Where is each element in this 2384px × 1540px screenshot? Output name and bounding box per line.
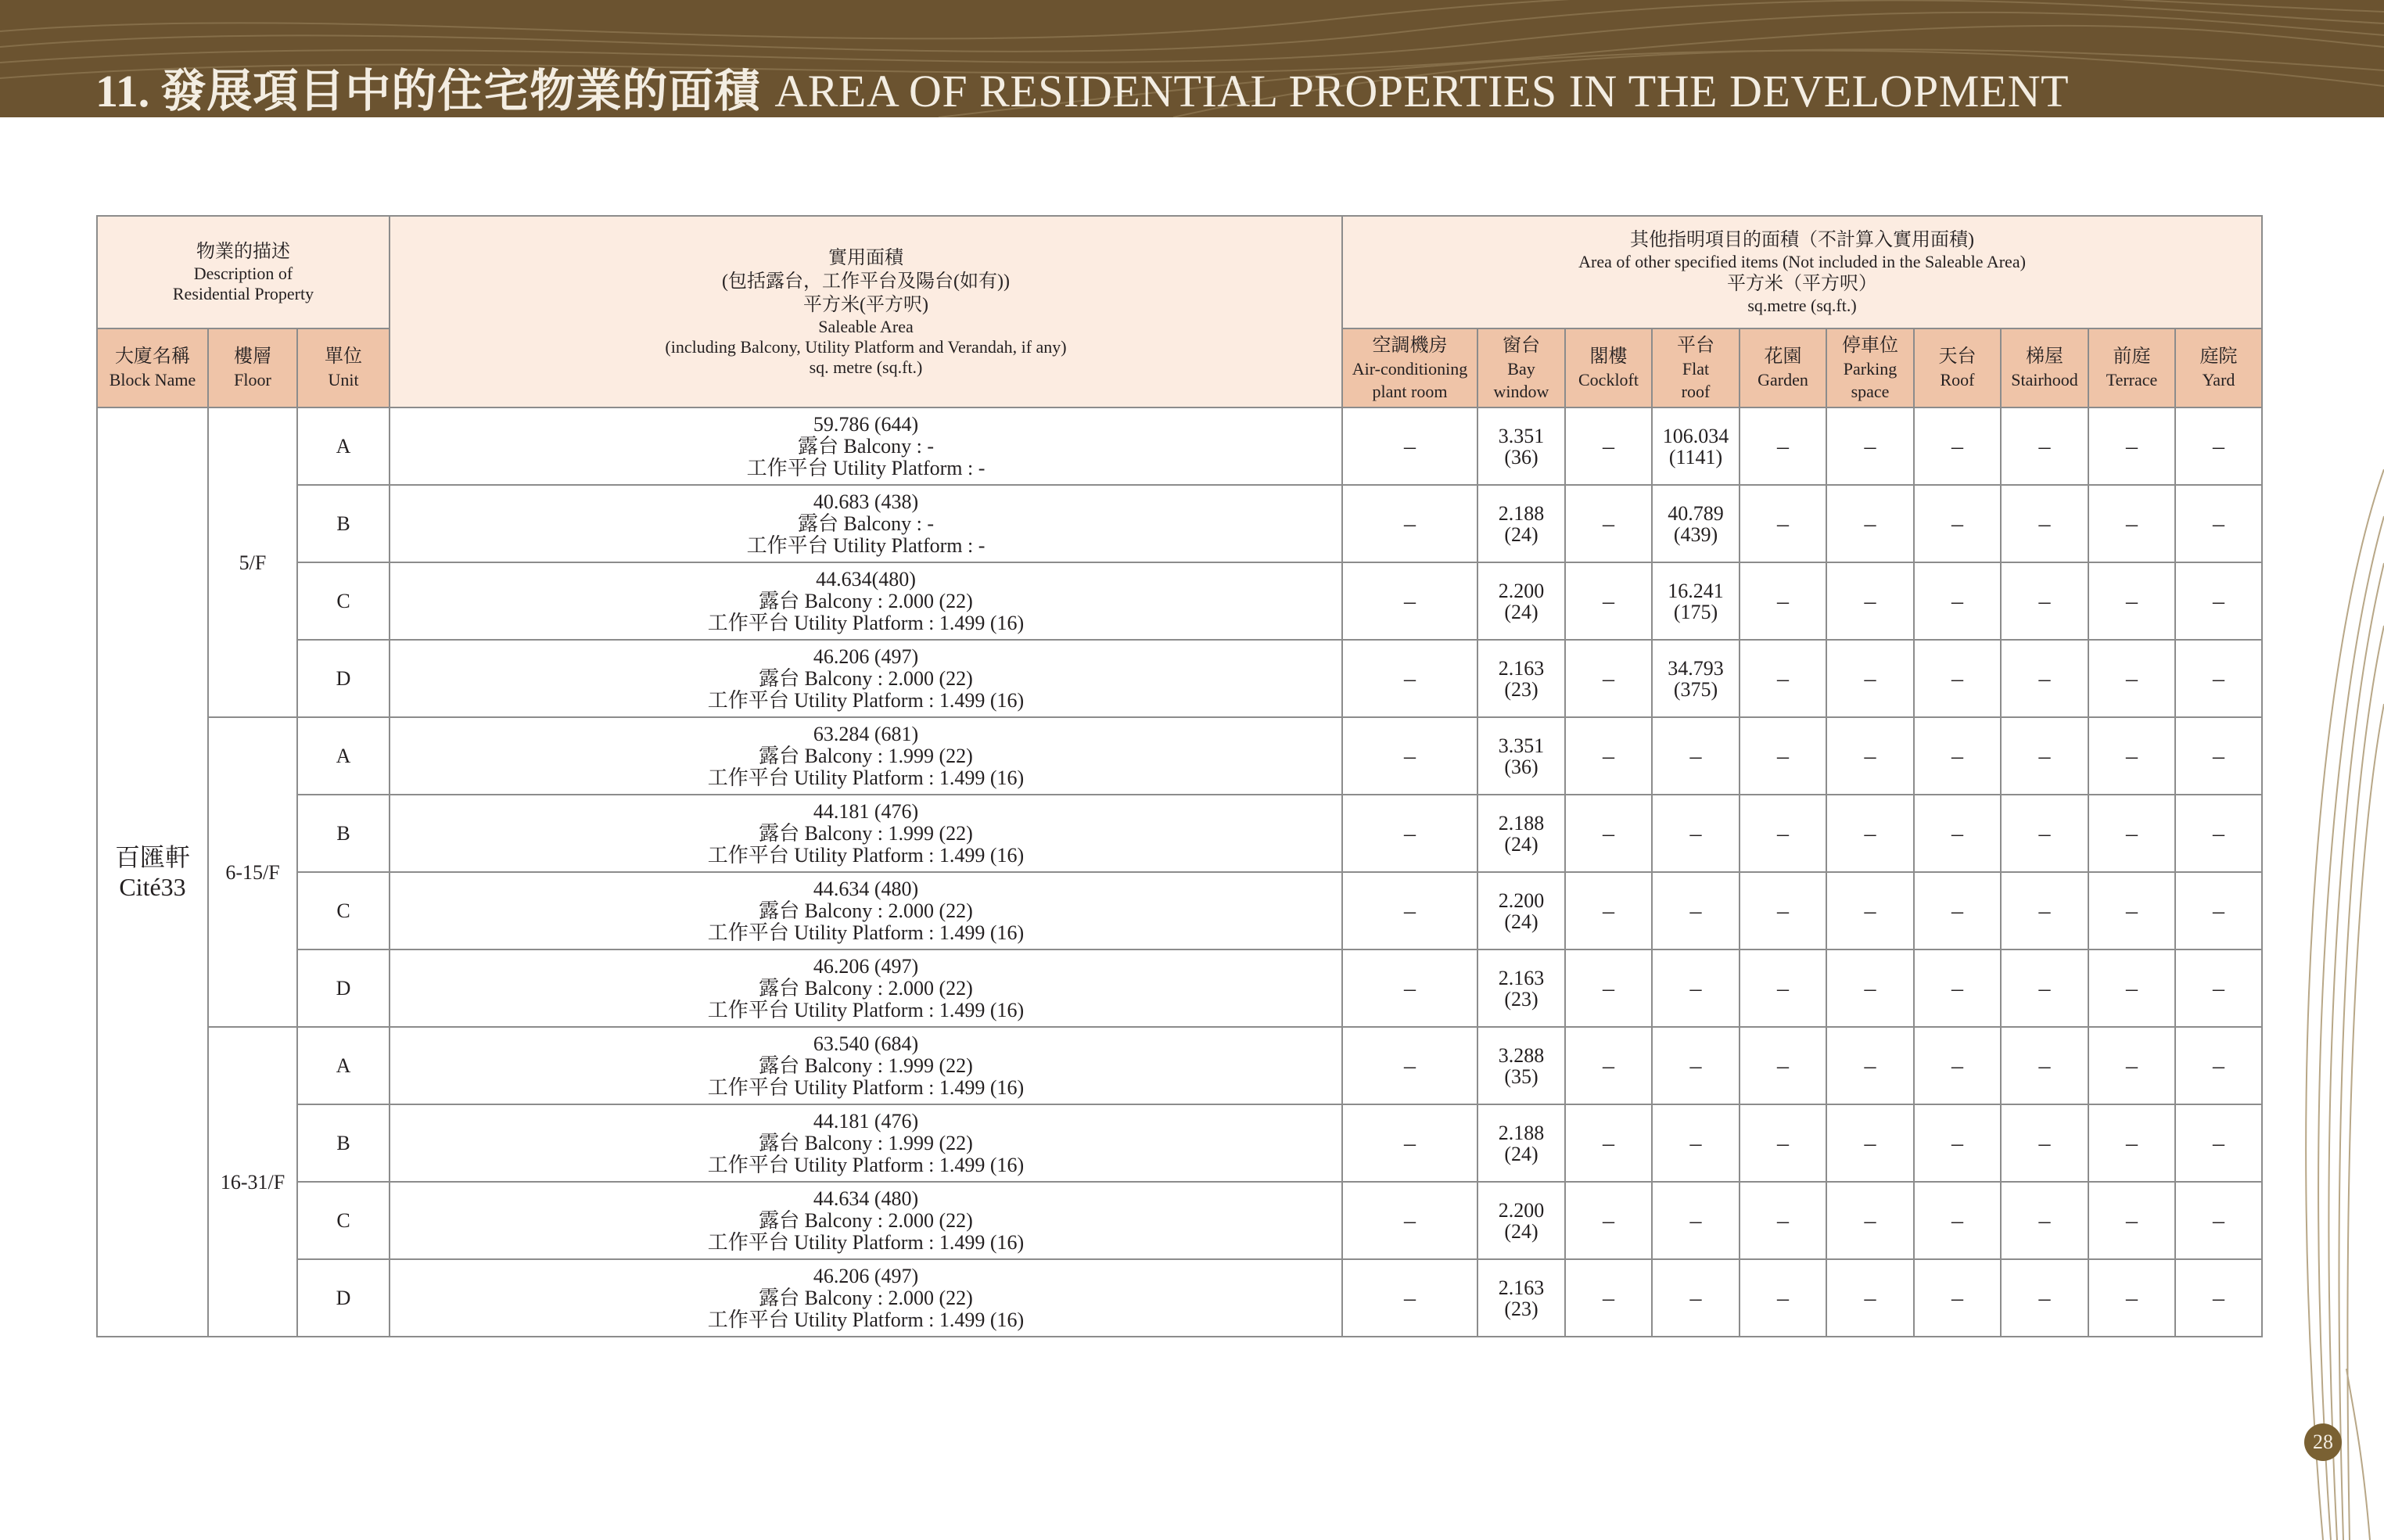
- empty-dash-cell: –: [1565, 640, 1652, 717]
- saleable-area-cell: 44.634 (480) 露台 Balcony : 2.000 (22) 工作平台 Utility Platform : 1.499 (16): [390, 872, 1342, 949]
- title-chinese: 發展項目中的住宅物業的面積: [160, 66, 761, 117]
- empty-dash-cell: –: [1826, 1259, 1914, 1337]
- item-header-2: 閣樓 Cockloft: [1565, 328, 1652, 407]
- empty-dash-cell: –: [1342, 717, 1477, 795]
- table-row: [97, 1104, 2262, 1182]
- saleable-area-cell: 46.206 (497) 露台 Balcony : 2.000 (22) 工作平台 Utility Platform : 1.499 (16): [390, 949, 1342, 1027]
- section-number: 11.: [95, 66, 150, 117]
- empty-dash-cell: –: [2001, 485, 2088, 562]
- saleable-area-cell: 59.786 (644) 露台 Balcony : - 工作平台 Utility Platform : -: [390, 407, 1342, 485]
- table-row: [97, 1182, 2262, 1259]
- bay-window-cell: 2.188 (24): [1477, 485, 1565, 562]
- empty-dash-cell: –: [1826, 1104, 1914, 1182]
- empty-dash-cell: –: [2001, 795, 2088, 872]
- block-name-header: 大廈名稱 Block Name: [97, 328, 208, 407]
- unit-cell: C: [297, 872, 390, 949]
- item-header-4: 花園 Garden: [1740, 328, 1826, 407]
- item-header-0: 空調機房 Air-conditioning plant room: [1342, 328, 1477, 407]
- empty-dash-cell: –: [2001, 949, 2088, 1027]
- empty-dash-cell: –: [2175, 1259, 2262, 1337]
- empty-dash-cell: –: [2001, 562, 2088, 640]
- empty-dash-cell: –: [1826, 1182, 1914, 1259]
- empty-dash-cell: –: [2088, 949, 2175, 1027]
- empty-dash-cell: –: [2088, 562, 2175, 640]
- empty-dash-cell: –: [1565, 1182, 1652, 1259]
- empty-dash-cell: –: [2088, 795, 2175, 872]
- saleable-area-cell: 44.181 (476) 露台 Balcony : 1.999 (22) 工作平台 Utility Platform : 1.499 (16): [390, 1104, 1342, 1182]
- empty-dash-cell: –: [1740, 640, 1826, 717]
- table-row: [97, 407, 2262, 485]
- empty-dash-cell: –: [2088, 717, 2175, 795]
- empty-dash-cell: –: [1826, 1027, 1914, 1104]
- flat-roof-cell: 16.241 (175): [1652, 562, 1740, 640]
- table-row: [97, 562, 2262, 640]
- empty-dash-cell: –: [1740, 1259, 1826, 1337]
- table-row: [97, 795, 2262, 872]
- floor-cell: 16-31/F: [208, 1027, 297, 1337]
- bay-window-cell: 2.188 (24): [1477, 795, 1565, 872]
- unit-cell: B: [297, 485, 390, 562]
- empty-dash-cell: –: [1740, 949, 1826, 1027]
- empty-dash-cell: –: [1565, 1104, 1652, 1182]
- empty-dash-cell: –: [1914, 1259, 2001, 1337]
- saleable-area-cell: 44.634 (480) 露台 Balcony : 2.000 (22) 工作平台 Utility Platform : 1.499 (16): [390, 1182, 1342, 1259]
- flat-roof-cell: 40.789 (439): [1652, 485, 1740, 562]
- empty-dash-cell: –: [2001, 717, 2088, 795]
- table-row: [97, 872, 2262, 949]
- saleable-area-cell: 46.206 (497) 露台 Balcony : 2.000 (22) 工作平台 Utility Platform : 1.499 (16): [390, 640, 1342, 717]
- empty-dash-cell: –: [2088, 485, 2175, 562]
- item-header-1: 窗台 Bay window: [1477, 328, 1565, 407]
- bay-window-cell: 2.200 (24): [1477, 562, 1565, 640]
- bay-window-cell: 2.188 (24): [1477, 1104, 1565, 1182]
- saleable-area-cell: 46.206 (497) 露台 Balcony : 2.000 (22) 工作平台 Utility Platform : 1.499 (16): [390, 1259, 1342, 1337]
- bay-window-cell: 2.200 (24): [1477, 872, 1565, 949]
- empty-dash-cell: –: [2175, 562, 2262, 640]
- empty-dash-cell: –: [2175, 872, 2262, 949]
- empty-dash-cell: –: [2088, 407, 2175, 485]
- empty-dash-cell: –: [1342, 640, 1477, 717]
- empty-dash-cell: –: [1914, 872, 2001, 949]
- empty-dash-cell: –: [1652, 949, 1740, 1027]
- saleable-area-cell: 44.181 (476) 露台 Balcony : 1.999 (22) 工作平台 Utility Platform : 1.499 (16): [390, 795, 1342, 872]
- item-header-3: 平台 Flat roof: [1652, 328, 1740, 407]
- empty-dash-cell: –: [2001, 1027, 2088, 1104]
- empty-dash-cell: –: [1565, 1259, 1652, 1337]
- table-row: [97, 485, 2262, 562]
- empty-dash-cell: –: [1342, 1182, 1477, 1259]
- empty-dash-cell: –: [1342, 562, 1477, 640]
- block-name-cell: 百匯軒 Cité33: [97, 407, 208, 1337]
- empty-dash-cell: –: [2001, 1182, 2088, 1259]
- table-row: [97, 1027, 2262, 1104]
- saleable-area-cell: 44.634(480) 露台 Balcony : 2.000 (22) 工作平台 Utility Platform : 1.499 (16): [390, 562, 1342, 640]
- unit-cell: D: [297, 640, 390, 717]
- area-table: [96, 215, 2263, 1337]
- empty-dash-cell: –: [1826, 795, 1914, 872]
- empty-dash-cell: –: [1826, 640, 1914, 717]
- empty-dash-cell: –: [1740, 1104, 1826, 1182]
- bay-window-cell: 2.163 (23): [1477, 1259, 1565, 1337]
- top-banner: [0, 0, 2384, 117]
- floor-header: 樓層 Floor: [208, 328, 297, 407]
- item-header-9: 庭院 Yard: [2175, 328, 2262, 407]
- empty-dash-cell: –: [1565, 562, 1652, 640]
- empty-dash-cell: –: [1914, 949, 2001, 1027]
- empty-dash-cell: –: [1652, 872, 1740, 949]
- page-title: [95, 64, 2069, 117]
- empty-dash-cell: –: [2001, 1104, 2088, 1182]
- empty-dash-cell: –: [1652, 1182, 1740, 1259]
- empty-dash-cell: –: [1565, 717, 1652, 795]
- unit-cell: B: [297, 1104, 390, 1182]
- item-header-8: 前庭 Terrace: [2088, 328, 2175, 407]
- saleable-area-cell: 63.540 (684) 露台 Balcony : 1.999 (22) 工作平台 Utility Platform : 1.499 (16): [390, 1027, 1342, 1104]
- empty-dash-cell: –: [2175, 407, 2262, 485]
- table-row: [97, 640, 2262, 717]
- empty-dash-cell: –: [1342, 872, 1477, 949]
- empty-dash-cell: –: [2175, 485, 2262, 562]
- table-row: [97, 1259, 2262, 1337]
- empty-dash-cell: –: [1342, 1259, 1477, 1337]
- unit-cell: D: [297, 949, 390, 1027]
- empty-dash-cell: –: [2001, 407, 2088, 485]
- empty-dash-cell: –: [1652, 1027, 1740, 1104]
- empty-dash-cell: –: [2175, 640, 2262, 717]
- empty-dash-cell: –: [2088, 872, 2175, 949]
- empty-dash-cell: –: [1740, 795, 1826, 872]
- floor-cell: 5/F: [208, 407, 297, 717]
- empty-dash-cell: –: [1826, 485, 1914, 562]
- description-header: 物業的描述 Description of Residential Property: [97, 216, 390, 328]
- empty-dash-cell: –: [2175, 949, 2262, 1027]
- empty-dash-cell: –: [2088, 1104, 2175, 1182]
- empty-dash-cell: –: [1652, 795, 1740, 872]
- empty-dash-cell: –: [1914, 717, 2001, 795]
- title-english: AREA OF RESIDENTIAL PROPERTIES IN THE DEVELOPMENT: [774, 66, 2070, 117]
- empty-dash-cell: –: [2001, 640, 2088, 717]
- empty-dash-cell: –: [2175, 1182, 2262, 1259]
- empty-dash-cell: –: [2088, 1259, 2175, 1337]
- empty-dash-cell: –: [1914, 407, 2001, 485]
- flat-roof-cell: 106.034 (1141): [1652, 407, 1740, 485]
- empty-dash-cell: –: [1914, 640, 2001, 717]
- empty-dash-cell: –: [1565, 795, 1652, 872]
- empty-dash-cell: –: [1342, 1104, 1477, 1182]
- item-header-5: 停車位 Parking space: [1826, 328, 1914, 407]
- empty-dash-cell: –: [1740, 485, 1826, 562]
- empty-dash-cell: –: [1826, 717, 1914, 795]
- empty-dash-cell: –: [2175, 1027, 2262, 1104]
- decorative-curves: [2253, 469, 2384, 1540]
- empty-dash-cell: –: [1740, 1027, 1826, 1104]
- bay-window-cell: 3.351 (36): [1477, 407, 1565, 485]
- empty-dash-cell: –: [1740, 717, 1826, 795]
- empty-dash-cell: –: [1826, 872, 1914, 949]
- empty-dash-cell: –: [1740, 562, 1826, 640]
- bay-window-cell: 2.200 (24): [1477, 1182, 1565, 1259]
- saleable-area-header: 實用面積 (包括露台，工作平台及陽台(如有)) 平方米(平方呎) Saleable Area (including Balcony, Utility Platform and Verandah, if any) sq. metre (sq.ft.): [390, 216, 1342, 407]
- unit-cell: A: [297, 717, 390, 795]
- bay-window-cell: 3.351 (36): [1477, 717, 1565, 795]
- other-items-header: 其他指明項目的面積（不計算入實用面積) Area of other specified items (Not included in the Saleable Area) 平方米（平方呎） sq.metre (sq.ft.): [1342, 216, 2262, 328]
- empty-dash-cell: –: [2001, 872, 2088, 949]
- empty-dash-cell: –: [1342, 949, 1477, 1027]
- empty-dash-cell: –: [2088, 640, 2175, 717]
- empty-dash-cell: –: [1342, 485, 1477, 562]
- unit-header: 單位 Unit: [297, 328, 390, 407]
- unit-cell: C: [297, 562, 390, 640]
- empty-dash-cell: –: [1652, 717, 1740, 795]
- bay-window-cell: 2.163 (23): [1477, 640, 1565, 717]
- table-row: [97, 949, 2262, 1027]
- empty-dash-cell: –: [1826, 949, 1914, 1027]
- empty-dash-cell: –: [2175, 795, 2262, 872]
- empty-dash-cell: –: [1740, 1182, 1826, 1259]
- empty-dash-cell: –: [1342, 407, 1477, 485]
- table-row: [97, 717, 2262, 795]
- empty-dash-cell: –: [1652, 1104, 1740, 1182]
- empty-dash-cell: –: [2088, 1027, 2175, 1104]
- empty-dash-cell: –: [1826, 407, 1914, 485]
- empty-dash-cell: –: [1826, 562, 1914, 640]
- empty-dash-cell: –: [1914, 795, 2001, 872]
- saleable-area-cell: 63.284 (681) 露台 Balcony : 1.999 (22) 工作平台 Utility Platform : 1.499 (16): [390, 717, 1342, 795]
- unit-cell: A: [297, 407, 390, 485]
- flat-roof-cell: 34.793 (375): [1652, 640, 1740, 717]
- floor-cell: 6-15/F: [208, 717, 297, 1027]
- empty-dash-cell: –: [2175, 717, 2262, 795]
- saleable-area-cell: 40.683 (438) 露台 Balcony : - 工作平台 Utility Platform : -: [390, 485, 1342, 562]
- empty-dash-cell: –: [1914, 1027, 2001, 1104]
- empty-dash-cell: –: [1565, 1027, 1652, 1104]
- empty-dash-cell: –: [1740, 407, 1826, 485]
- empty-dash-cell: –: [1565, 407, 1652, 485]
- bay-window-cell: 3.288 (35): [1477, 1027, 1565, 1104]
- empty-dash-cell: –: [1565, 872, 1652, 949]
- item-header-6: 天台 Roof: [1914, 328, 2001, 407]
- empty-dash-cell: –: [1565, 485, 1652, 562]
- unit-cell: B: [297, 795, 390, 872]
- empty-dash-cell: –: [1914, 485, 2001, 562]
- empty-dash-cell: –: [1342, 795, 1477, 872]
- empty-dash-cell: –: [1914, 1182, 2001, 1259]
- item-header-7: 梯屋 Stairhood: [2001, 328, 2088, 407]
- page-number-badge: 28: [2304, 1423, 2342, 1461]
- empty-dash-cell: –: [1342, 1027, 1477, 1104]
- empty-dash-cell: –: [2001, 1259, 2088, 1337]
- empty-dash-cell: –: [2088, 1182, 2175, 1259]
- bay-window-cell: 2.163 (23): [1477, 949, 1565, 1027]
- empty-dash-cell: –: [1914, 562, 2001, 640]
- empty-dash-cell: –: [1565, 949, 1652, 1027]
- unit-cell: A: [297, 1027, 390, 1104]
- unit-cell: D: [297, 1259, 390, 1337]
- empty-dash-cell: –: [1914, 1104, 2001, 1182]
- empty-dash-cell: –: [1652, 1259, 1740, 1337]
- unit-cell: C: [297, 1182, 390, 1259]
- empty-dash-cell: –: [2175, 1104, 2262, 1182]
- empty-dash-cell: –: [1740, 872, 1826, 949]
